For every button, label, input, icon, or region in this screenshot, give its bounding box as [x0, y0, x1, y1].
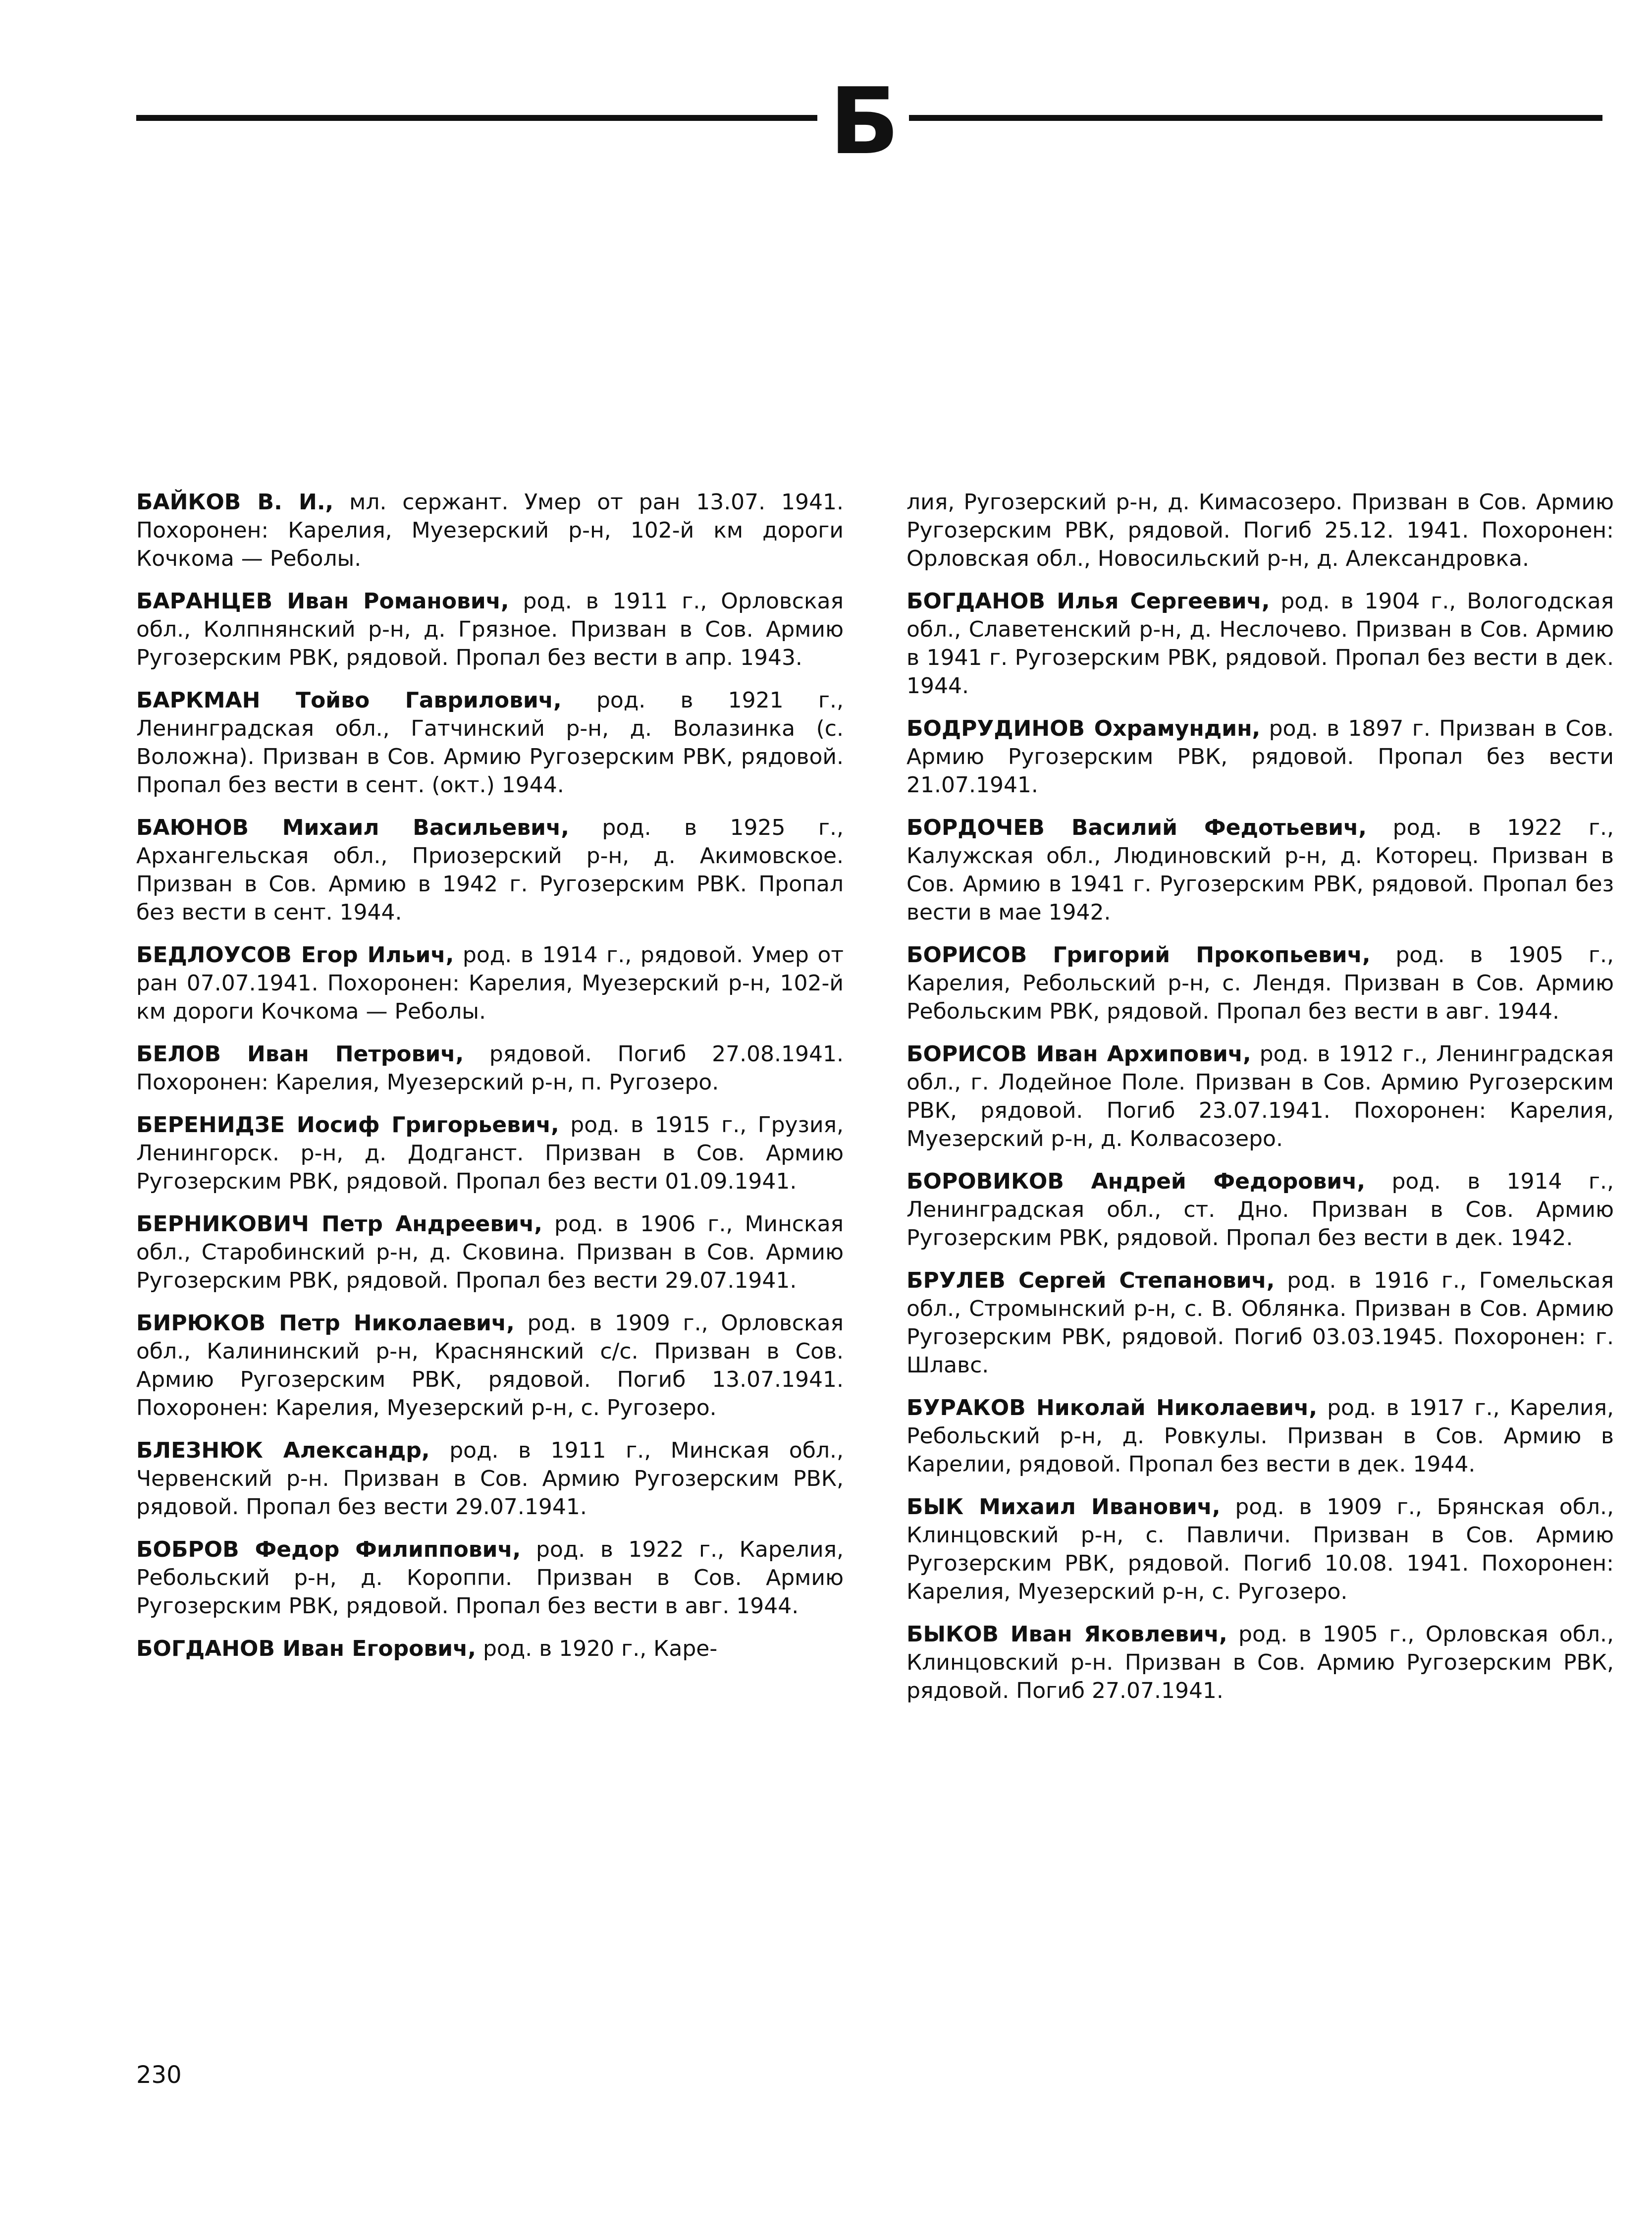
- entry-name: БЕРЕНИДЗЕ Иосиф Григорьевич,: [136, 1112, 559, 1138]
- entry: [906, 1493, 1614, 1606]
- entry: [906, 488, 1614, 573]
- entry-text: род. в 1912 г., Ленинградская обл., г. Лодейное Поле. Призван в Сов. Армию Ругозерским РВК, рядовой. Погиб 23.07.1941. Похоронен: Карелия, Муезерский р-н, д. Колвасозеро.: [906, 1041, 1614, 1151]
- entry-text: род. в 1911 г., Орловская обл., Колпнянский р-н, д. Грязное. Призван в Сов. Армию Ругозерским РВК, рядовой. Пропал без вести в апр. 1943.: [136, 589, 844, 670]
- entry: [906, 1394, 1614, 1478]
- entry-name: БОРДОЧЕВ Василий Федотьевич,: [906, 815, 1367, 840]
- entry-name: БЫКОВ Иван Яковлевич,: [906, 1622, 1227, 1647]
- entry: [136, 814, 844, 927]
- section-header: [136, 68, 1602, 175]
- entry-text: род. в 1905 г., Карелия, Ребольский р-н, с. Лендя. Призван в Сов. Армию Ребольским РВК, рядовой. Пропал без вести в авг. 1944.: [906, 942, 1614, 1024]
- entry-text: род. в 1922 г., Карелия, Ребольский р-н, д. Короппи. Призван в Сов. Армию Ругозерским РВК, рядовой. Пропал без вести в авг. 1944.: [136, 1537, 844, 1619]
- entry-name: БЕРНИКОВИЧ Петр Андреевич,: [136, 1211, 542, 1237]
- entry: [906, 814, 1614, 927]
- entry-text: род. в 1914 г., Ленинградская обл., ст. Дно. Призван в Сов. Армию Ругозерским РВК, рядовой. Пропал без вести в дек. 1942.: [906, 1169, 1614, 1251]
- entry-text: род. в 1916 г., Гомельская обл., Стромынский р-н, с. В. Облянка. Призван в Сов. Армию Ругозерским РВК, рядовой. Погиб 03.03.1945. Похоронен: г. Шлавс.: [906, 1268, 1614, 1378]
- entry-name: БОДРУДИНОВ Охрамундин,: [906, 716, 1261, 741]
- entry: [136, 587, 844, 672]
- entry: [136, 1436, 844, 1521]
- entry-name: БЕЛОВ Иван Петрович,: [136, 1041, 464, 1067]
- right-column: [906, 488, 1614, 1719]
- entry: [136, 1635, 844, 1663]
- page-number: 230: [136, 2061, 182, 2089]
- entry: [906, 1620, 1614, 1705]
- entry-name: БОРИСОВ Иван Архипович,: [906, 1041, 1251, 1067]
- entry: [136, 686, 844, 799]
- entry: [136, 488, 844, 573]
- entry-text: род. в 1905 г., Орловская обл., Клинцовский р-н. Призван в Сов. Армию Ругозерским РВК, рядовой. Погиб 27.07.1941.: [906, 1622, 1614, 1703]
- entry-name: БЕДЛОУСОВ Егор Ильич,: [136, 942, 454, 968]
- entry-name: БОРОВИКОВ Андрей Федорович,: [906, 1169, 1366, 1194]
- entry-text: лия, Ругозерский р-н, д. Кимасозеро. Призван в Сов. Армию Ругозерским РВК, рядовой. Погиб 25.12. 1941. Похоронен: Орловская обл., Новосильский р-н, д. Александровка.: [906, 490, 1614, 571]
- entry-text: род. в 1917 г., Карелия, Ребольский р-н, д. Ровкулы. Призван в Сов. Армию в Карелии, рядовой. Пропал без вести в дек. 1944.: [906, 1395, 1614, 1477]
- header-rule-right: [909, 115, 1602, 121]
- entry-name: БОГДАНОВ Иван Егорович,: [136, 1636, 476, 1661]
- entry: [906, 1266, 1614, 1379]
- entry-text: род. в 1904 г., Вологодская обл., Славетенский р-н, д. Неслочево. Призван в Сов. Армию в 1941 г. Ругозерским РВК, рядовой. Пропал без вести в дек. 1944.: [906, 589, 1614, 699]
- entry: [906, 1167, 1614, 1252]
- entry: [136, 941, 844, 1026]
- entry: [906, 1040, 1614, 1153]
- entry-text: род. в 1921 г., Ленинградская обл., Гатчинский р-н, д. Волазинка (с. Воложна). Призван в Сов. Армию Ругозерским РВК, рядовой. Пропал без вести в сент. (окт.) 1944.: [136, 688, 844, 798]
- entry-text: рядовой. Погиб 27.08.1941. Похоронен: Карелия, Муезерский р-н, п. Ругозеро.: [136, 1041, 844, 1095]
- entry: [136, 1535, 844, 1620]
- entry: [906, 714, 1614, 799]
- entry: [906, 941, 1614, 1026]
- section-letter: Б: [829, 68, 900, 175]
- left-column: [136, 488, 844, 1677]
- entry-name: БЛЕЗНЮК Александр,: [136, 1438, 430, 1463]
- entry: [906, 587, 1614, 700]
- entry-text: род. в 1925 г., Архангельская обл., Приозерский р-н, д. Акимовское. Призван в Сов. Армию в 1942 г. Ругозерским РВК. Пропал без вести в сент. 1944.: [136, 815, 844, 925]
- entry: [136, 1040, 844, 1096]
- entry-text: род. в 1914 г., рядовой. Умер от ран 07.07.1941. Похоронен: Карелия, Муезерский р-н, 102-й км дороги Кочкома — Реболы.: [136, 942, 844, 1024]
- entry: [136, 1309, 844, 1422]
- entry-text: род. в 1911 г., Минская обл., Червенский р-н. Призван в Сов. Армию Ругозерским РВК, рядовой. Пропал без вести 29.07.1941.: [136, 1438, 844, 1520]
- entry-name: БАРАНЦЕВ Иван Романович,: [136, 589, 509, 614]
- entry-text: род. в 1915 г., Грузия, Ленингорск. р-н, д. Додганст. Призван в Сов. Армию Ругозерским РВК, рядовой. Пропал без вести 01.09.1941.: [136, 1112, 844, 1194]
- entry-name: БАЙКОВ В. И.,: [136, 490, 334, 515]
- entry-name: БУРАКОВ Николай Николаевич,: [906, 1395, 1318, 1420]
- entry-text: род. в 1909 г., Брянская обл., Клинцовский р-н, с. Павличи. Призван в Сов. Армию Ругозерским РВК, рядовой. Погиб 10.08. 1941. Похоронен: Карелия, Муезерский р-н, с. Ругозеро.: [906, 1494, 1614, 1604]
- entry-name: БОРИСОВ Григорий Прокопьевич,: [906, 942, 1371, 968]
- entry-name: БАРКМАН Тойво Гаврилович,: [136, 688, 562, 713]
- entry-name: БЫК Михаил Иванович,: [906, 1494, 1221, 1520]
- entry-name: БАЮНОВ Михаил Васильевич,: [136, 815, 569, 840]
- entry-name: БОГДАНОВ Илья Сергеевич,: [906, 589, 1270, 614]
- entry-text: род. в 1922 г., Калужская обл., Людиновский р-н, д. Которец. Призван в Сов. Армию в 1941 г. Ругозерским РВК, рядовой. Пропал без вести в мае 1942.: [906, 815, 1614, 925]
- entry-text: мл. сержант. Умер от ран 13.07. 1941. Похоронен: Карелия, Муезерский р-н, 102-й км дороги Кочкома — Реболы.: [136, 490, 844, 571]
- entry-name: БОБРОВ Федор Филиппович,: [136, 1537, 521, 1562]
- header-rule-left: [136, 115, 817, 121]
- entry-text: род. в 1920 г., Каре-: [476, 1636, 718, 1661]
- entry-name: БРУЛЕВ Сергей Степанович,: [906, 1268, 1275, 1293]
- entry: [136, 1111, 844, 1196]
- entry-name: БИРЮКОВ Петр Николаевич,: [136, 1311, 515, 1336]
- entry-text: род. в 1897 г. Призван в Сов. Армию Ругозерским РВК, рядовой. Пропал без вести 21.07.1941.: [906, 716, 1614, 798]
- entry: [136, 1210, 844, 1295]
- entry-text: род. в 1909 г., Орловская обл., Калининский р-н, Краснянский с/с. Призван в Сов. Армию Ругозерским РВК, рядовой. Погиб 13.07.1941. Похоронен: Карелия, Муезерский р-н, с. Ругозеро.: [136, 1311, 844, 1420]
- entry-text: род. в 1906 г., Минская обл., Старобинский р-н, д. Сковина. Призван в Сов. Армию Ругозерским РВК, рядовой. Пропал без вести 29.07.1941.: [136, 1211, 844, 1293]
